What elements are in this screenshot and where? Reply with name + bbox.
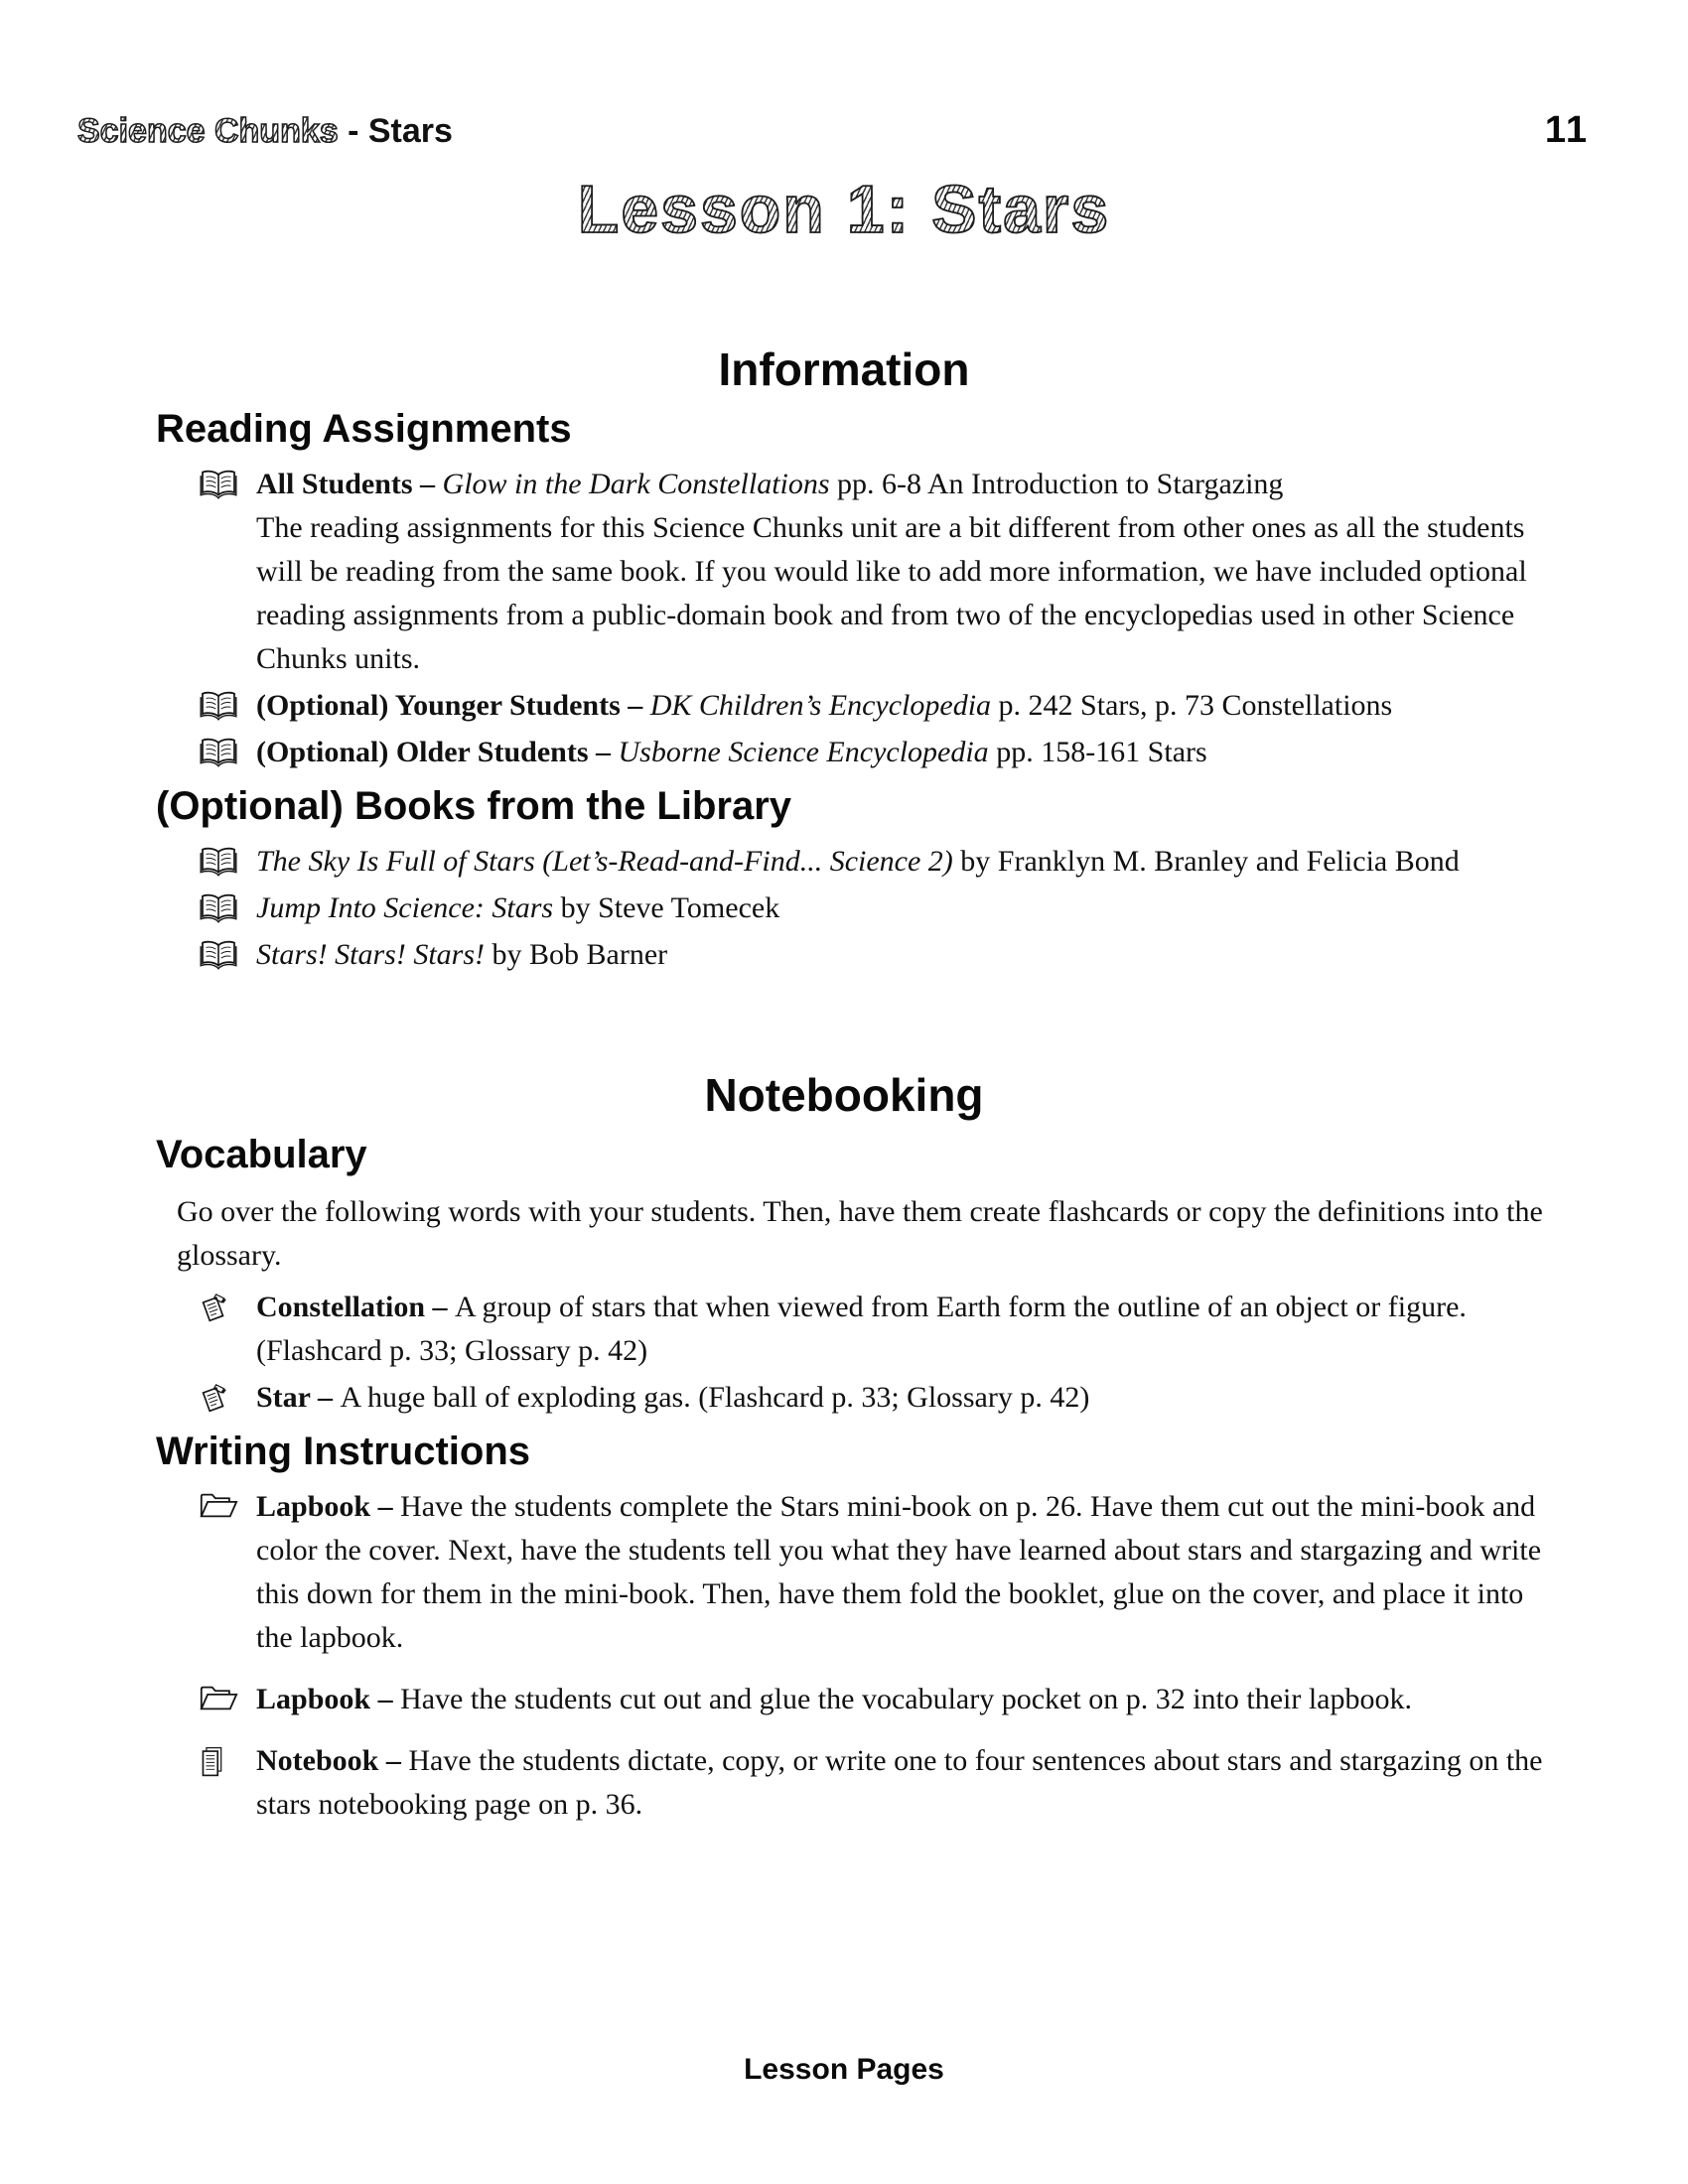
text-run: (Optional) Older Students – — [256, 736, 619, 769]
text-run: by Steve Tomecek — [553, 891, 780, 925]
text-run: The reading assignments for this Science Chunks unit are a bit different from other ones as all the students will be reading from the same book. If you would like to add more information, we have included optional reading assignments from a public-domain book and from two of the encyclopedias used in other Science Chunks units. — [256, 511, 1527, 676]
open-book-icon — [199, 840, 256, 878]
text-run: Lapbook – — [256, 1490, 401, 1524]
list-item — [199, 731, 1554, 774]
list-item-text — [256, 463, 1554, 681]
open-folder-icon — [199, 1485, 256, 1520]
list-item-text — [256, 1286, 1554, 1373]
list-item — [199, 1286, 1554, 1373]
text-run: Have the students dictate, copy, or write one to four sentences about stars and stargazing on the stars notebooking page on p. 36. — [256, 1744, 1543, 1822]
list-item — [199, 1739, 1554, 1827]
text-run: by Bob Barner — [485, 938, 668, 972]
text-run: p. 242 Stars, p. 73 Constellations — [991, 689, 1393, 723]
unit-name: Stars — [367, 112, 453, 150]
lesson-title: Lesson 1: Stars — [0, 171, 1688, 248]
subsection-heading-writing-instructions: Writing Instructions — [156, 1430, 531, 1474]
open-book-icon — [199, 684, 256, 722]
open-book-icon — [199, 933, 256, 971]
writing-instructions-list — [199, 1485, 1554, 1827]
text-run: Have the students cut out and glue the vocabulary pocket on p. 32 into their lapbook. — [400, 1683, 1412, 1716]
text-run: pp. 158-161 Stars — [988, 736, 1207, 769]
header-separator: - — [338, 112, 368, 150]
list-item-text — [256, 731, 1554, 774]
list-item — [199, 887, 1554, 930]
text-run: DK Children’s Encyclopedia — [649, 689, 992, 723]
list-item-text — [256, 1485, 1554, 1660]
vocabulary-list — [199, 1286, 1554, 1420]
text-run: The Sky Is Full of Stars (Let’s-Read-and-Find... Science 2) — [256, 845, 953, 879]
open-book-icon — [199, 887, 256, 924]
text-run: Lapbook – — [256, 1683, 401, 1716]
text-run: Have the students complete the Stars mini-book on p. 26. Have them cut out the mini-book and color the cover. Next, have the students tell you what they have learned about stars and stargazing and write this down for them in the mini-book. Then, have them fold the booklet, glue on the cover, and place it into the lapbook. — [256, 1490, 1542, 1655]
list-item-text — [256, 1739, 1554, 1827]
open-book-icon — [199, 463, 256, 500]
text-run: All Students – — [256, 468, 443, 501]
list-item — [199, 933, 1554, 977]
list-item-text — [256, 840, 1554, 884]
text-run: Constellation – — [256, 1291, 456, 1324]
text-run: (Optional) Younger Students – — [256, 689, 650, 723]
page-footer: Lesson Pages — [744, 2053, 944, 2086]
list-item-text — [256, 1678, 1554, 1721]
section-heading-notebooking: Notebooking — [704, 1069, 984, 1122]
brand-name: Science Chunks — [77, 112, 339, 150]
text-run: Jump Into Science: Stars — [256, 891, 554, 925]
section-heading-information: Information — [718, 343, 970, 395]
subsection-heading-reading-assignments: Reading Assignments — [156, 407, 572, 452]
library-books-list — [199, 840, 1554, 977]
reading-assignments-list — [199, 463, 1554, 774]
list-item-text — [256, 1376, 1554, 1420]
text-run: Glow in the Dark Constellations — [442, 468, 830, 501]
list-item — [199, 1485, 1554, 1660]
subsection-heading-vocabulary: Vocabulary — [156, 1133, 367, 1177]
open-book-icon — [199, 731, 256, 768]
list-item — [199, 840, 1554, 884]
text-run: Star – — [256, 1381, 341, 1415]
text-run: Usborne Science Encyclopedia — [618, 736, 989, 769]
text-run: Notebook – — [256, 1744, 409, 1778]
list-item-text — [256, 684, 1554, 728]
notebook-pages-icon — [199, 1739, 256, 1778]
flashcard-pencil-icon — [199, 1376, 256, 1416]
list-item — [199, 1376, 1554, 1420]
text-run: pp. 6-8 An Introduction to Stargazing — [829, 468, 1284, 501]
page-number: 11 — [1544, 109, 1589, 151]
header-title — [77, 112, 453, 151]
page-content — [0, 330, 1688, 1844]
vocabulary-intro: Go over the following words with your students. Then, have them create flashcards or copy the definitions into the glossary. — [177, 1195, 1543, 1273]
list-item-text — [256, 887, 1554, 930]
list-item — [199, 463, 1554, 681]
subsection-heading-library-books: (Optional) Books from the Library — [156, 784, 792, 829]
text-run: A huge ball of exploding gas. (Flashcard p. 33; Glossary p. 42) — [340, 1381, 1090, 1415]
text-run: A group of stars that when viewed from Earth form the outline of an object or figure. (Flashcard p. 33; Glossary p. 42) — [256, 1291, 1467, 1368]
list-item-text — [256, 933, 1554, 977]
list-item — [199, 684, 1554, 728]
page-header — [77, 109, 1589, 152]
flashcard-pencil-icon — [199, 1286, 256, 1325]
text-run: Stars! Stars! Stars! — [256, 938, 486, 972]
text-run: by Franklyn M. Branley and Felicia Bond — [952, 845, 1460, 879]
list-item — [199, 1678, 1554, 1721]
open-folder-icon — [199, 1678, 256, 1712]
